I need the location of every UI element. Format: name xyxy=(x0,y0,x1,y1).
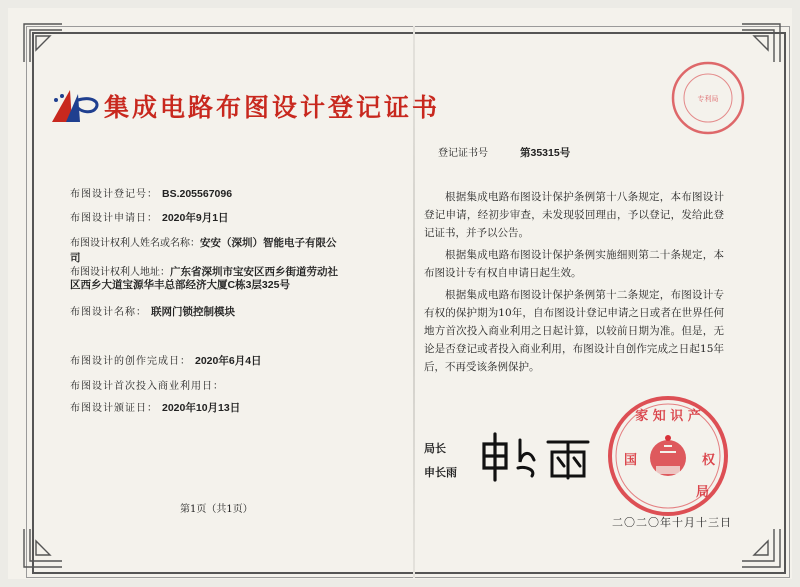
certificate-sheet xyxy=(8,8,792,579)
rights-holder-address: 布图设计权利人地址：广东省深圳市宝安区西乡街道劳动社区西乡大道宝源华丰总部经济大厦C栋3层325号 xyxy=(70,266,338,291)
cnipa-seal-icon xyxy=(606,394,730,518)
certificate-title: 集成电路布图设计登记证书 xyxy=(104,93,441,122)
paragraph-article-12: 根据集成电路布图设计保护条例第十二条规定，布图设计专有权的保护期为10年，自布图设计登记申请之日或者在世界任何地方首次投入商业利用之日起计算，以较前日期为准。但是，无论是否登记或者投入商业利用，布图设计自创作完成之日起15年后，不再受该条例保护。 xyxy=(424,289,724,373)
corner-ornament-icon xyxy=(22,527,64,569)
cnipa-logo-icon xyxy=(48,88,102,124)
patent-office-stamp-icon xyxy=(670,60,746,136)
svg-text:家 知 识 产: 家 知 识 产 xyxy=(635,409,701,424)
rights-holder: 布图设计权利人姓名或名称：安安（深圳）智能电子有限公司 xyxy=(70,237,337,264)
director-name: 申长雨 xyxy=(424,467,457,479)
corner-ornament-icon xyxy=(22,22,64,64)
corner-ornament-icon xyxy=(740,527,782,569)
director-title: 局长 xyxy=(424,443,446,455)
layout-registration-number: 布图设计登记号： BS.205567096 xyxy=(70,188,233,200)
corner-ornament-icon xyxy=(740,22,782,64)
paragraph-article-18: 根据集成电路布图设计保护条例第十八条规定，本布图设计登记申请，经初步审查，未发现驳回理由，予以登记，发给此登记证书，并予以公告。 xyxy=(424,191,724,239)
layout-design-name: 布图设计名称： 联网门锁控制模块 xyxy=(70,306,235,318)
svg-text:专利局: 专利局 xyxy=(697,95,719,103)
svg-text:局: 局 xyxy=(696,485,710,500)
director-signature xyxy=(476,430,596,482)
svg-text:国: 国 xyxy=(624,453,638,468)
first-commercial-use-date: 布图设计首次投入商业利用日： xyxy=(70,381,224,392)
page-number: 第1页（共1页） xyxy=(180,504,253,515)
issue-date-field: 布图设计颁证日： 2020年10月13日 xyxy=(70,402,241,414)
paragraph-article-20: 根据集成电路布图设计保护条例实施细则第二十条规定，本布图设计专有权自申请日起生效。 xyxy=(424,249,724,279)
issue-date: 二〇二〇年十月十三日 xyxy=(612,516,732,529)
application-date: 布图设计申请日： 2020年9月1日 xyxy=(70,212,229,224)
creation-completion-date: 布图设计的创作完成日： 2020年6月4日 xyxy=(70,355,262,367)
registration-certificate-number: 登记证书号 第35315号 xyxy=(438,147,571,159)
svg-text:权: 权 xyxy=(702,453,716,468)
